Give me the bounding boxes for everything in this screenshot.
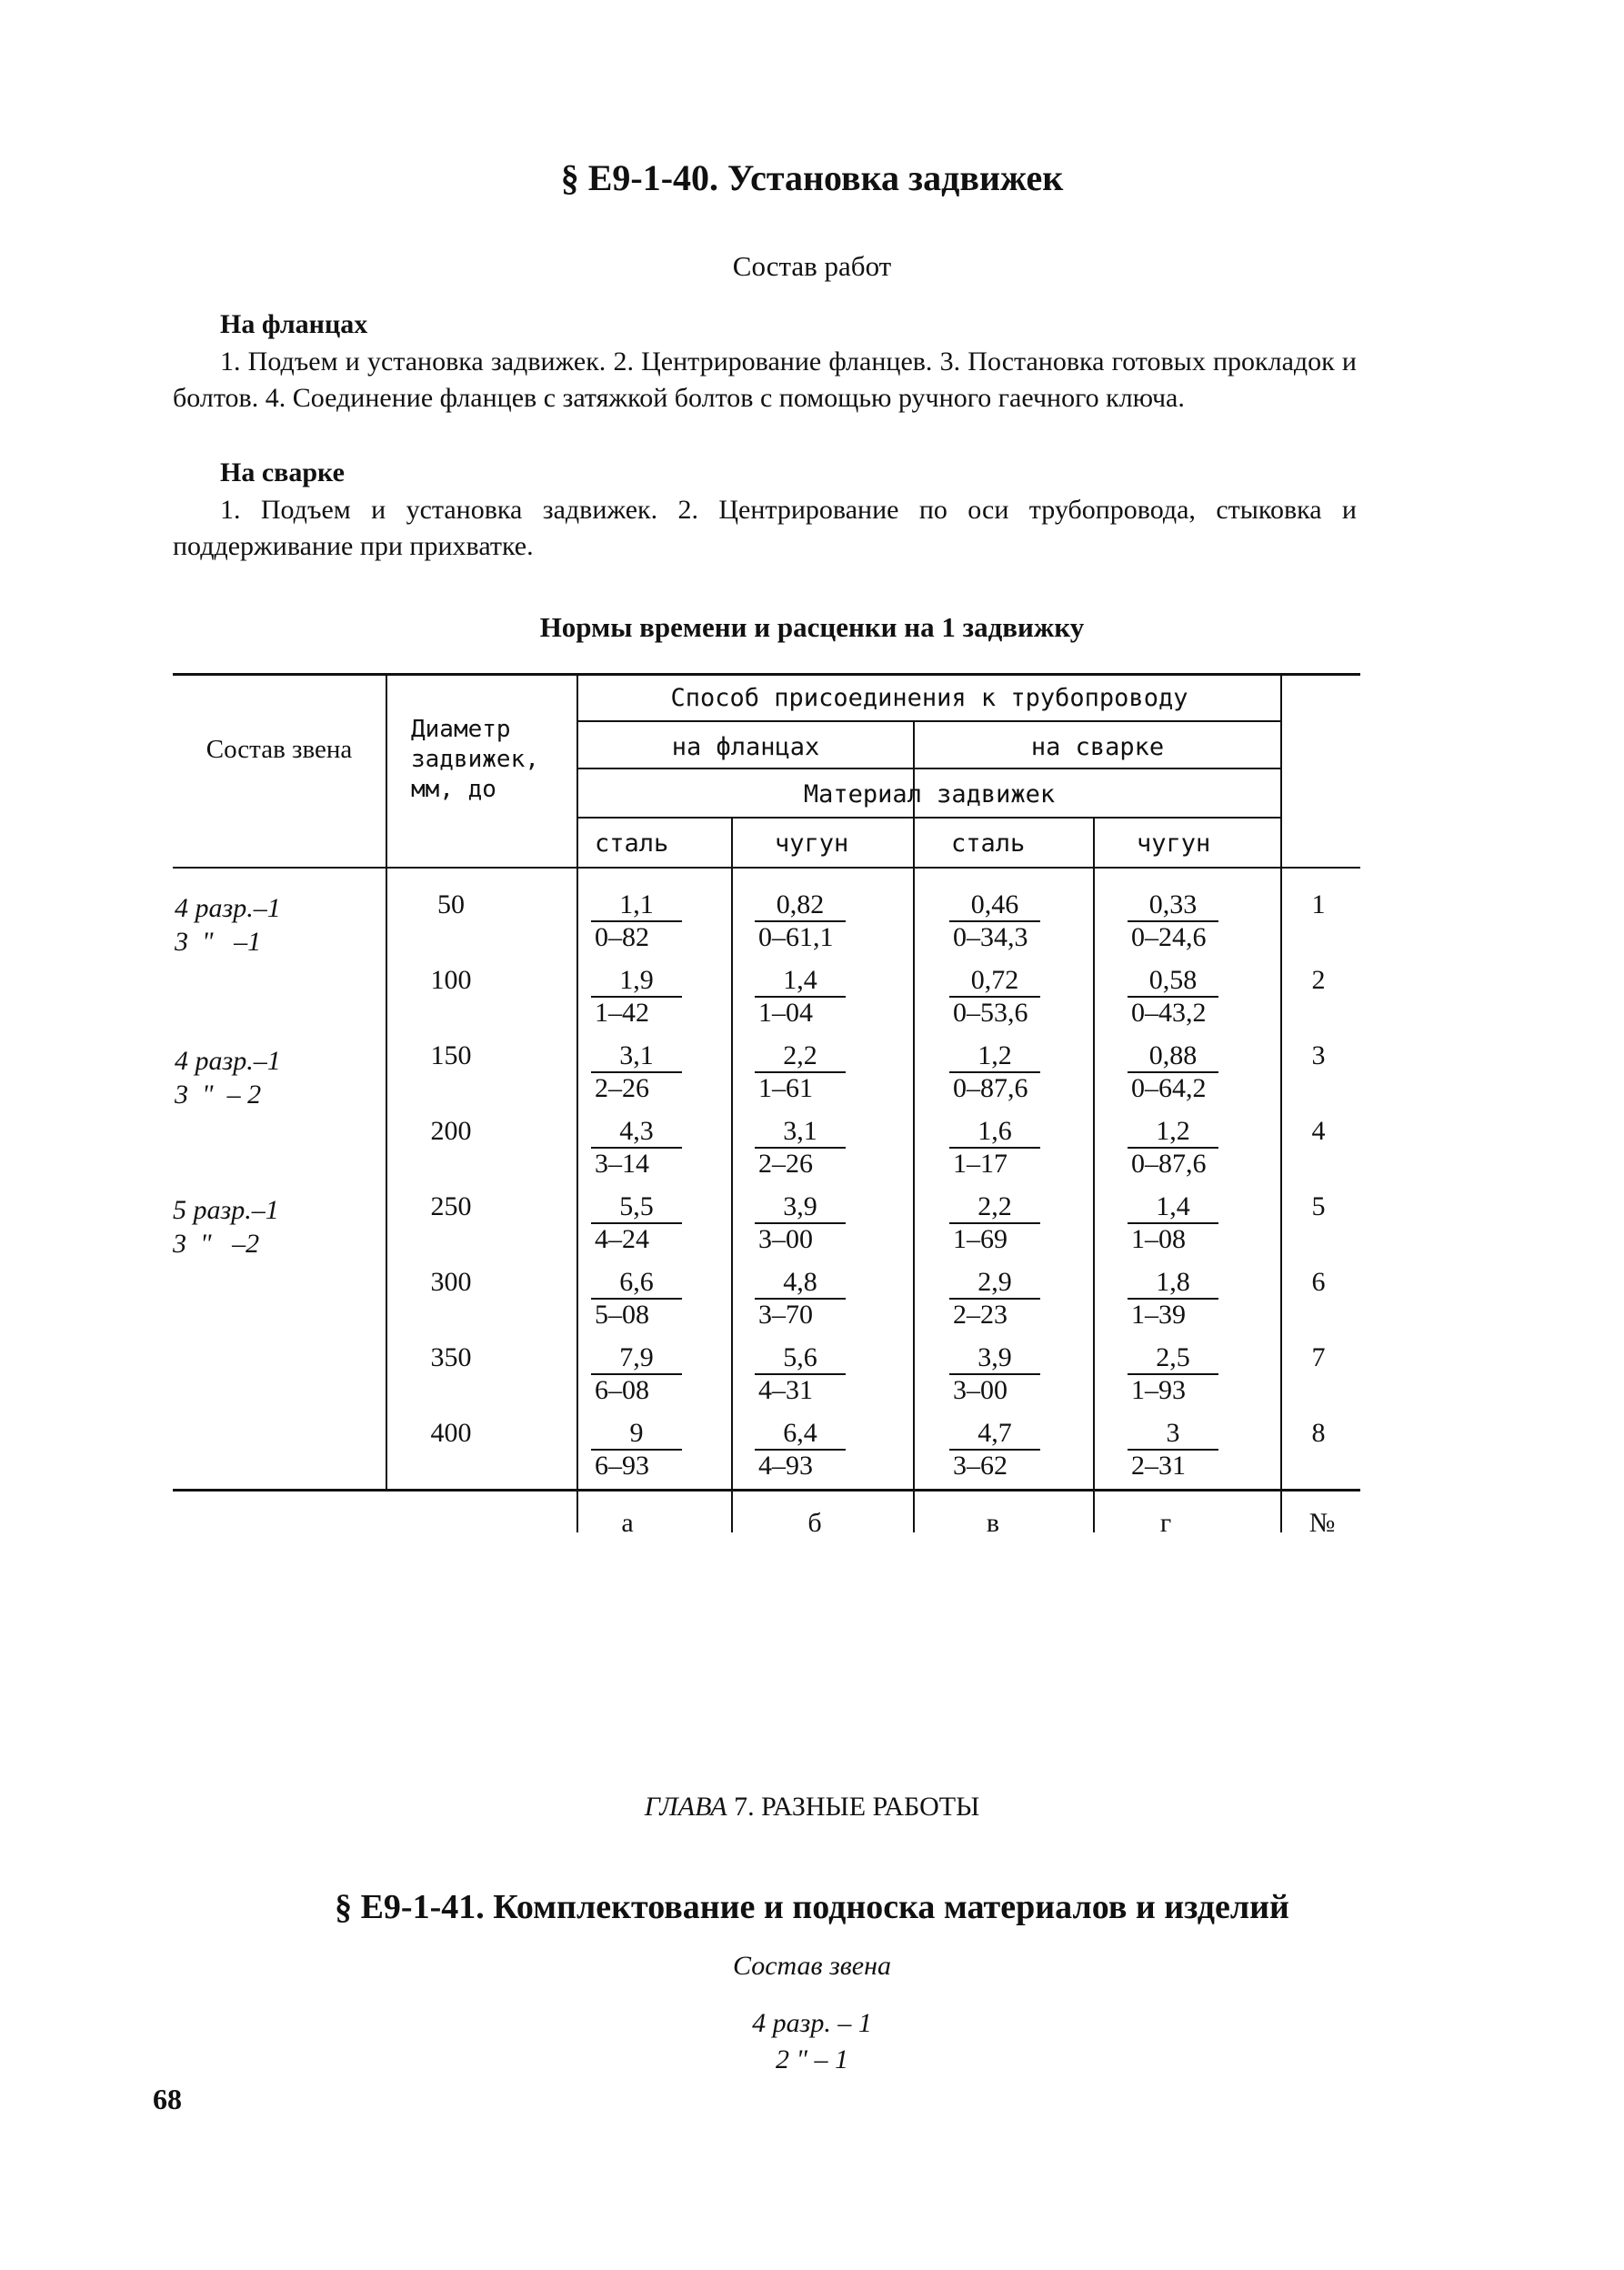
rate-cell-v xyxy=(949,1342,1086,1406)
header-on-welding: на сварке xyxy=(1030,733,1165,761)
rate-cell-v xyxy=(949,965,1086,1029)
rate-cell-a xyxy=(591,1191,727,1255)
rule-method xyxy=(576,768,1282,769)
rate-cell-v xyxy=(949,889,1086,953)
price-rate: 2–23 xyxy=(953,1300,1007,1330)
header-steel-flanges: сталь xyxy=(595,829,669,858)
diameter-cell: 250 xyxy=(430,1191,472,1221)
crew-line-1: 4 разр. – 1 xyxy=(752,2008,872,2038)
time-norm: 6,4 xyxy=(755,1418,846,1451)
price-rate: 1–69 xyxy=(953,1224,1007,1254)
rate-cell-g xyxy=(1128,889,1264,953)
time-norm: 4,8 xyxy=(755,1267,846,1300)
time-norm: 3 xyxy=(1128,1418,1218,1451)
price-rate: 1–42 xyxy=(595,998,649,1028)
column-letter-g: г xyxy=(1159,1508,1172,1538)
price-rate: 2–26 xyxy=(595,1073,649,1103)
vline-no xyxy=(1280,673,1282,1532)
rate-cell-v xyxy=(949,1116,1086,1180)
price-rate: 0–53,6 xyxy=(953,998,1028,1028)
welding-label: На сварке xyxy=(220,457,345,487)
table-title: Нормы времени и расценки на 1 задвижку xyxy=(539,611,1085,643)
rate-cell-b xyxy=(755,965,891,1029)
time-norm: 1,1 xyxy=(591,889,682,922)
time-norm: 0,82 xyxy=(755,889,846,922)
column-letter-v: в xyxy=(986,1508,1000,1538)
price-rate: 1–61 xyxy=(758,1073,813,1103)
rate-cell-g xyxy=(1128,965,1264,1029)
price-rate: 3–00 xyxy=(758,1224,813,1254)
price-rate: 2–26 xyxy=(758,1149,813,1179)
time-norm: 1,6 xyxy=(949,1116,1040,1149)
rate-cell-g xyxy=(1128,1116,1264,1180)
rate-cell-v xyxy=(949,1040,1086,1104)
time-norm: 5,6 xyxy=(755,1342,846,1375)
header-material: Материал задвижек xyxy=(803,780,1056,809)
rule-material xyxy=(576,817,1282,819)
time-norm: 1,2 xyxy=(1128,1116,1218,1149)
time-norm: 5,5 xyxy=(591,1191,682,1224)
diameter-cell: 50 xyxy=(437,889,465,919)
row-number: 8 xyxy=(1311,1418,1326,1448)
rate-cell-v xyxy=(949,1418,1086,1482)
price-rate: 1–93 xyxy=(1131,1375,1186,1405)
section-2-title: § Е9-1-41. Комплектование и подноска материалов и изделий xyxy=(335,1888,1289,1926)
time-norm: 1,4 xyxy=(755,965,846,998)
rate-cell-a xyxy=(591,1267,727,1331)
flanges-text: 1. Подъем и установка задвижек. 2. Центрирование фланцев. 3. Постановка готовых прокладок и болтов. 4. Соединение фланцев с затяжкой болтов с помощью ручного гаечного ключа. xyxy=(173,347,1357,413)
header-steel-welding: сталь xyxy=(951,829,1026,858)
rate-cell-g xyxy=(1128,1267,1264,1331)
price-rate: 5–08 xyxy=(595,1300,649,1330)
time-norm: 0,58 xyxy=(1128,965,1218,998)
crew-cell: 4 разр.–1 3 " – 2 xyxy=(175,1046,281,1110)
rule-connection xyxy=(576,720,1282,722)
time-norm: 0,33 xyxy=(1128,889,1218,922)
diameter-cell: 100 xyxy=(430,965,472,995)
time-norm: 2,9 xyxy=(949,1267,1040,1300)
row-number: 7 xyxy=(1311,1342,1326,1372)
row-number: 5 xyxy=(1311,1191,1326,1221)
price-rate: 6–08 xyxy=(595,1375,649,1405)
diameter-cell: 400 xyxy=(430,1418,472,1448)
price-rate: 0–24,6 xyxy=(1131,922,1207,952)
diameter-cell: 350 xyxy=(430,1342,472,1372)
time-norm: 2,2 xyxy=(949,1191,1040,1224)
rate-cell-b xyxy=(755,1342,891,1406)
time-norm: 0,72 xyxy=(949,965,1040,998)
page-number: 68 xyxy=(153,2083,182,2115)
rate-cell-b xyxy=(755,1191,891,1255)
rate-cell-a xyxy=(591,1116,727,1180)
time-norm: 1,4 xyxy=(1128,1191,1218,1224)
time-norm: 3,1 xyxy=(591,1040,682,1073)
crew-line-2: 2 " – 1 xyxy=(775,2044,849,2074)
time-norm: 4,7 xyxy=(949,1418,1040,1451)
price-rate: 3–62 xyxy=(953,1451,1007,1481)
header-diameter: Диаметр задвижек, мм, до xyxy=(411,716,539,803)
row-number: 3 xyxy=(1311,1040,1326,1070)
rate-cell-b xyxy=(755,1116,891,1180)
crew-cell: 4 разр.–1 3 " –1 xyxy=(175,893,281,957)
welding-text: 1. Подъем и установка задвижек. 2. Центрирование по оси трубопровода, стыковка и поддерживание при прихватке. xyxy=(173,495,1357,561)
time-norm: 2,5 xyxy=(1128,1342,1218,1375)
table-bottom-rule xyxy=(173,1489,1360,1492)
price-rate: 1–39 xyxy=(1131,1300,1186,1330)
rate-cell-g xyxy=(1128,1342,1264,1406)
price-rate: 6–93 xyxy=(595,1451,649,1481)
table-top-rule xyxy=(173,673,1360,676)
price-rate: 2–31 xyxy=(1131,1451,1186,1481)
rate-cell-a xyxy=(591,889,727,953)
price-rate: 3–00 xyxy=(953,1375,1007,1405)
rate-cell-a xyxy=(591,1040,727,1104)
crew-composition-heading: Состав звена xyxy=(732,1951,891,1981)
price-rate: 1–17 xyxy=(953,1149,1007,1179)
rate-cell-v xyxy=(949,1191,1086,1255)
time-norm: 1,2 xyxy=(949,1040,1040,1073)
time-norm: 9 xyxy=(591,1418,682,1451)
price-rate: 4–31 xyxy=(758,1375,813,1405)
header-on-flanges: на фланцах xyxy=(671,733,820,761)
time-norm: 1,9 xyxy=(591,965,682,998)
price-rate: 1–04 xyxy=(758,998,813,1028)
price-rate: 0–87,6 xyxy=(1131,1149,1207,1179)
price-rate: 3–14 xyxy=(595,1149,649,1179)
price-rate: 0–61,1 xyxy=(758,922,834,952)
diameter-cell: 200 xyxy=(430,1116,472,1146)
time-norm: 0,88 xyxy=(1128,1040,1218,1073)
column-letter-b: б xyxy=(807,1508,822,1538)
rate-cell-g xyxy=(1128,1191,1264,1255)
vline-v-g xyxy=(1093,817,1095,1532)
header-connection: Способ присоединения к трубопроводу xyxy=(670,684,1188,712)
row-number: 2 xyxy=(1311,965,1326,995)
rate-cell-b xyxy=(755,1418,891,1482)
rate-cell-g xyxy=(1128,1040,1264,1104)
vline-a-b xyxy=(731,817,733,1532)
rate-cell-b xyxy=(755,889,891,953)
time-norm: 3,9 xyxy=(755,1191,846,1224)
header-iron-flanges: чугун xyxy=(775,829,849,858)
section-title: § Е9-1-40. Установка задвижек xyxy=(560,157,1064,198)
rate-cell-g xyxy=(1128,1418,1264,1482)
price-rate: 4–93 xyxy=(758,1451,813,1481)
time-norm: 1,8 xyxy=(1128,1267,1218,1300)
rate-cell-v xyxy=(949,1267,1086,1331)
chapter-heading: ГЛАВА 7. РАЗНЫЕ РАБОТЫ xyxy=(644,1792,980,1822)
price-rate: 0–43,2 xyxy=(1131,998,1207,1028)
time-norm: 3,1 xyxy=(755,1116,846,1149)
price-rate: 3–70 xyxy=(758,1300,813,1330)
diameter-cell: 300 xyxy=(430,1267,472,1297)
time-norm: 0,46 xyxy=(949,889,1040,922)
row-number: 4 xyxy=(1311,1116,1326,1146)
rate-cell-a xyxy=(591,1418,727,1482)
row-number: 1 xyxy=(1311,889,1326,919)
time-norm: 3,9 xyxy=(949,1342,1040,1375)
price-rate: 0–64,2 xyxy=(1131,1073,1207,1103)
row-number: 6 xyxy=(1311,1267,1326,1297)
header-iron-welding: чугун xyxy=(1137,829,1211,858)
vline-crew xyxy=(386,673,387,1489)
column-number-sign: № xyxy=(1308,1508,1336,1538)
price-rate: 0–82 xyxy=(595,922,649,952)
time-norm: 4,3 xyxy=(591,1116,682,1149)
price-rate: 0–34,3 xyxy=(953,922,1028,952)
flanges-label: На фланцах xyxy=(220,309,368,339)
work-composition-heading: Состав работ xyxy=(732,250,892,282)
crew-cell: 5 разр.–1 3 " –2 xyxy=(173,1195,279,1259)
time-norm: 7,9 xyxy=(591,1342,682,1375)
rate-cell-a xyxy=(591,965,727,1029)
time-norm: 6,6 xyxy=(591,1267,682,1300)
price-rate: 0–87,6 xyxy=(953,1073,1028,1103)
price-rate: 4–24 xyxy=(595,1224,649,1254)
rate-cell-b xyxy=(755,1040,891,1104)
column-letter-a: а xyxy=(621,1508,634,1538)
rule-header-bottom xyxy=(173,867,1360,869)
diameter-cell: 150 xyxy=(430,1040,472,1070)
time-norm: 2,2 xyxy=(755,1040,846,1073)
rate-cell-a xyxy=(591,1342,727,1406)
header-crew: Состав звена xyxy=(206,735,353,764)
price-rate: 1–08 xyxy=(1131,1224,1186,1254)
rate-cell-b xyxy=(755,1267,891,1331)
